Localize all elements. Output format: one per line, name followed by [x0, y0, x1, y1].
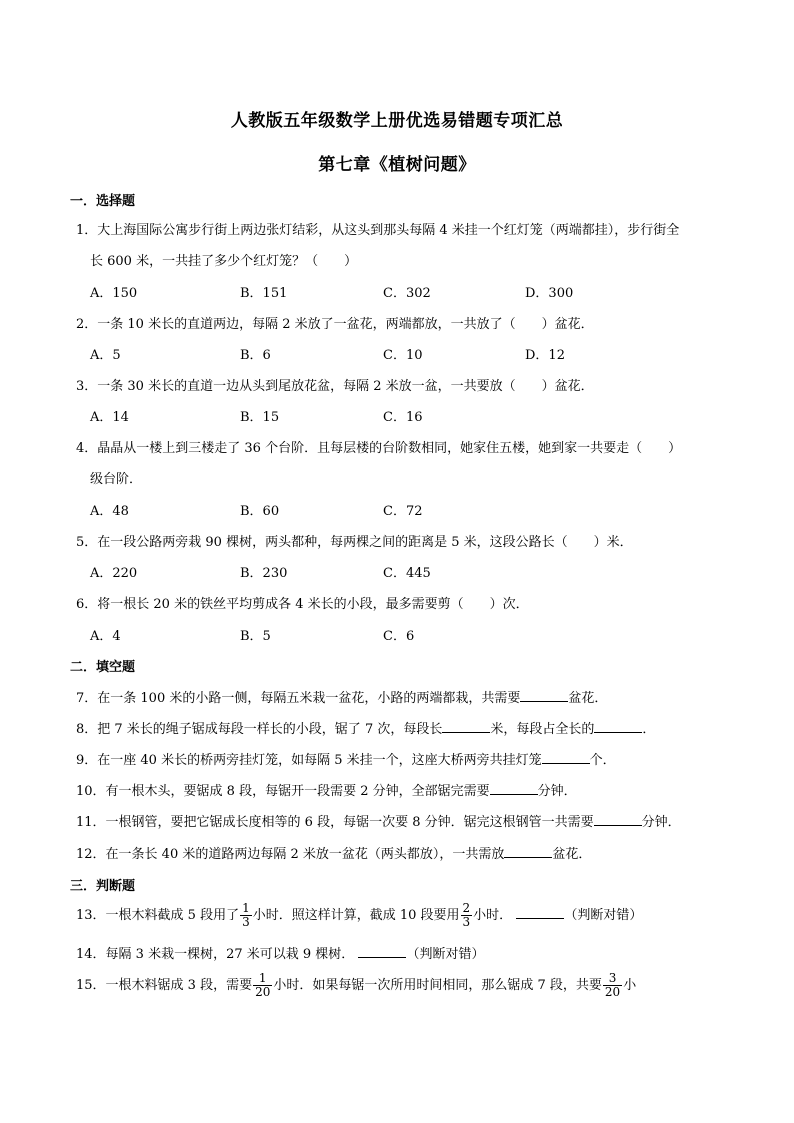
- q7-blank[interactable]: [520, 689, 568, 702]
- fraction-numerator: 3: [603, 972, 622, 986]
- q9-blank[interactable]: [542, 751, 590, 764]
- q4-option-c: C．72: [383, 504, 423, 519]
- q7-text: 7．在一条 100 米的小路一侧，每隔五米栽一盆花，小路的两端都栽，共需要: [76, 691, 521, 706]
- question-1-line-2: 长 600 米，一共挂了多少个红灯笼？（ ）: [90, 254, 358, 269]
- question-7: [76, 687, 607, 706]
- q2-option-b: B．6: [240, 348, 271, 363]
- fraction-denominator: 3: [242, 915, 250, 929]
- question-5: 5．在一段公路两旁栽 90 棵树，两头都种，每两棵之间的距离是 5 米，这段公路长（ ）米．: [76, 535, 633, 550]
- q4-option-a: A．48: [90, 504, 129, 519]
- q15-middle: 小时．如果每锯一次所用时间相同，那么锯成 7 段，共要: [273, 978, 602, 993]
- q1-option-b: B．151: [240, 286, 288, 301]
- q6-option-b: B．5: [240, 629, 271, 644]
- q13-blank[interactable]: [516, 906, 564, 919]
- question-14: [76, 943, 484, 962]
- section-choice: 一．选择题: [70, 194, 136, 209]
- section-true-false: 三．判断题: [70, 879, 136, 894]
- q13-judge: （判断对错）: [564, 908, 643, 923]
- q14-judge: （判断对错）: [406, 947, 485, 962]
- q6-option-a: A．4: [90, 629, 121, 644]
- question-4-line-2: 级台阶．: [90, 472, 143, 487]
- q15-fraction-1: [253, 972, 272, 999]
- q15-text: 15．一根木料锯成 3 段，需要: [76, 978, 253, 993]
- q10-text: 10．有一根木头，要锯成 8 段，每锯开一段需要 2 分钟，全部锯完需要: [76, 784, 490, 799]
- q8-blank-2[interactable]: [594, 720, 642, 733]
- question-2: 2．一条 10 米长的直道两边，每隔 2 米放了一盆花，两端都放，一共放了（ ）盆花．: [76, 317, 594, 332]
- q5-option-b: B．230: [240, 566, 288, 581]
- q1-option-d: D．300: [525, 286, 574, 301]
- fraction-numerator: 1: [253, 972, 272, 986]
- question-8: [76, 718, 655, 737]
- question-3: 3．一条 30 米长的直道一边从头到尾放花盆，每隔 2 米放一盆，一共要放（ ）盆花．: [76, 379, 594, 394]
- question-1-line-1: 1．大上海国际公寓步行街上两边张灯结彩，从这头到那头每隔 4 米挂一个红灯笼（两端都挂），步行街全: [76, 223, 680, 238]
- q13-fraction-2: [461, 902, 473, 929]
- q12-text: 12．在一条长 40 米的道路两边每隔 2 米放一盆花（两头都放），一共需放: [76, 847, 505, 862]
- question-4-line-1: 4．晶晶从一楼上到三楼走了 36 个台阶．且每层楼的台阶数相同，她家住五楼，她到家一共要走（ ）: [76, 441, 682, 456]
- q8-text: 8．把 7 米长的绳子锯成每段一样长的小段，锯了 7 次，每段长: [76, 722, 443, 737]
- q7-suffix: 盆花．: [568, 691, 608, 706]
- question-9: [76, 749, 616, 768]
- q2-option-c: C．10: [383, 348, 423, 363]
- q15-end: 小: [623, 978, 637, 993]
- document-title: 人教版五年级数学上册优选易错题专项汇总: [230, 111, 564, 131]
- q13-end: 小时．: [473, 908, 513, 923]
- question-15: [76, 972, 636, 999]
- q9-text: 9．在一座 40 米长的桥两旁挂灯笼，如每隔 5 米挂一个，这座大桥两旁共挂灯笼: [76, 753, 542, 768]
- fraction-numerator: 1: [242, 901, 250, 915]
- q5-option-a: A．220: [90, 566, 138, 581]
- q1-option-a: A．150: [90, 286, 138, 301]
- q12-blank[interactable]: [504, 845, 552, 858]
- q2-option-a: A．5: [90, 348, 121, 363]
- q11-blank[interactable]: [594, 813, 642, 826]
- q5-option-c: C．445: [383, 566, 431, 581]
- q13-text: 13．一根木料截成 5 段用了: [76, 908, 240, 923]
- q6-option-c: C．6: [383, 629, 415, 644]
- q10-suffix: 分钟．: [537, 784, 577, 799]
- q9-suffix: 个．: [589, 753, 616, 768]
- q3-option-c: C．16: [383, 410, 423, 425]
- q8-blank-1[interactable]: [442, 720, 490, 733]
- question-6: 6．将一根长 20 米的铁丝平均剪成各 4 米长的小段，最多需要剪（ ）次．: [76, 597, 529, 612]
- fraction-denominator: 3: [462, 915, 471, 929]
- q11-suffix: 分钟．: [641, 815, 681, 830]
- question-12: [76, 843, 591, 862]
- q2-option-d: D．12: [525, 348, 565, 363]
- fraction-denominator: 20: [604, 985, 621, 999]
- q12-suffix: 盆花．: [552, 847, 592, 862]
- q15-fraction-2: [603, 972, 622, 999]
- q13-middle: 小时．照这样计算，截成 10 段要用: [252, 908, 460, 923]
- q3-option-b: B．15: [240, 410, 280, 425]
- q10-blank[interactable]: [490, 782, 538, 795]
- q14-blank[interactable]: [358, 945, 406, 958]
- q4-option-b: B．60: [240, 504, 280, 519]
- q14-text: 14．每隔 3 米栽一棵树，27 米可以栽 9 棵树．: [76, 947, 355, 962]
- q8-middle: 米，每段占全长的: [490, 722, 595, 737]
- q1-option-c: C．302: [383, 286, 431, 301]
- section-fill-blank: 二．填空题: [70, 660, 136, 675]
- document-subtitle: 第七章《植树问题》: [318, 155, 476, 175]
- question-10: [76, 780, 577, 799]
- q13-fraction-1: [240, 902, 252, 929]
- fraction-numerator: 2: [462, 901, 471, 915]
- question-11: [76, 811, 681, 830]
- question-13: [76, 902, 642, 929]
- q11-text: 11．一根钢管，要把它锯成长度相等的 6 段，每锯一次要 8 分钟．锯完这根钢管一共需要: [76, 815, 594, 830]
- fraction-denominator: 20: [255, 985, 271, 999]
- q8-suffix: ．: [642, 722, 656, 737]
- q3-option-a: A．14: [90, 410, 129, 425]
